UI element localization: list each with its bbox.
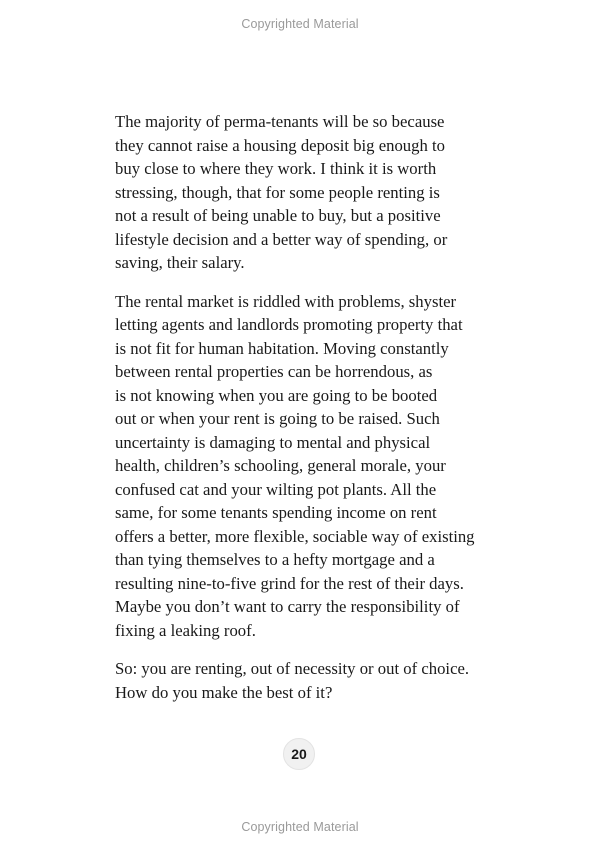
- text-line: same, for some tenants spending income on rent: [115, 503, 437, 522]
- text-line: not a result of being unable to buy, but a positive: [115, 206, 441, 225]
- text-line: than tying themselves to a hefty mortgage and a: [115, 550, 435, 569]
- text-line: Maybe you don’t want to carry the responsibility of: [115, 597, 460, 616]
- copyright-watermark-top: Copyrighted Material: [241, 17, 359, 31]
- text-line: saving, their salary.: [115, 253, 245, 272]
- text-line: offers a better, more flexible, sociable way of existing: [115, 526, 475, 546]
- text-line: resulting nine-to-five grind for the rest of their days.: [115, 573, 464, 593]
- text-line: they cannot raise a housing deposit big enough to: [115, 135, 445, 155]
- text-line: stressing, though, that for some people renting is: [115, 182, 440, 202]
- text-line: So: you are renting, out of necessity or out of choice.: [115, 659, 470, 678]
- text-line: uncertainty is damaging to mental and physical: [115, 432, 431, 452]
- text-line: confused cat and your wilting pot plants. All the: [115, 479, 437, 499]
- paragraph-3: [115, 657, 495, 704]
- page-number: 20: [283, 738, 315, 770]
- text-line: buy close to where they work. I think it is worth: [115, 159, 437, 178]
- paragraph-2: [115, 290, 495, 643]
- text-line: is not knowing when you are going to be booted: [115, 385, 438, 405]
- paragraph-1: [115, 110, 495, 275]
- text-line: out or when your rent is going to be raised. Such: [115, 409, 440, 428]
- text-line: lifestyle decision and a better way of spending, or: [115, 229, 448, 249]
- body-text: [115, 110, 495, 719]
- copyright-watermark-bottom: Copyrighted Material: [241, 820, 359, 834]
- text-line: between rental properties can be horrendous, as: [115, 362, 433, 381]
- text-line: How do you make the best of it?: [115, 682, 333, 702]
- text-line: fixing a leaking roof.: [115, 620, 256, 640]
- text-line: health, children’s schooling, general morale, your: [115, 456, 446, 475]
- text-line: The rental market is riddled with problems, shyster: [115, 291, 457, 311]
- text-line: The majority of perma-tenants will be so because: [115, 112, 445, 131]
- text-line: letting agents and landlords promoting property that: [115, 315, 463, 334]
- text-line: is not fit for human habitation. Moving constantly: [115, 338, 449, 358]
